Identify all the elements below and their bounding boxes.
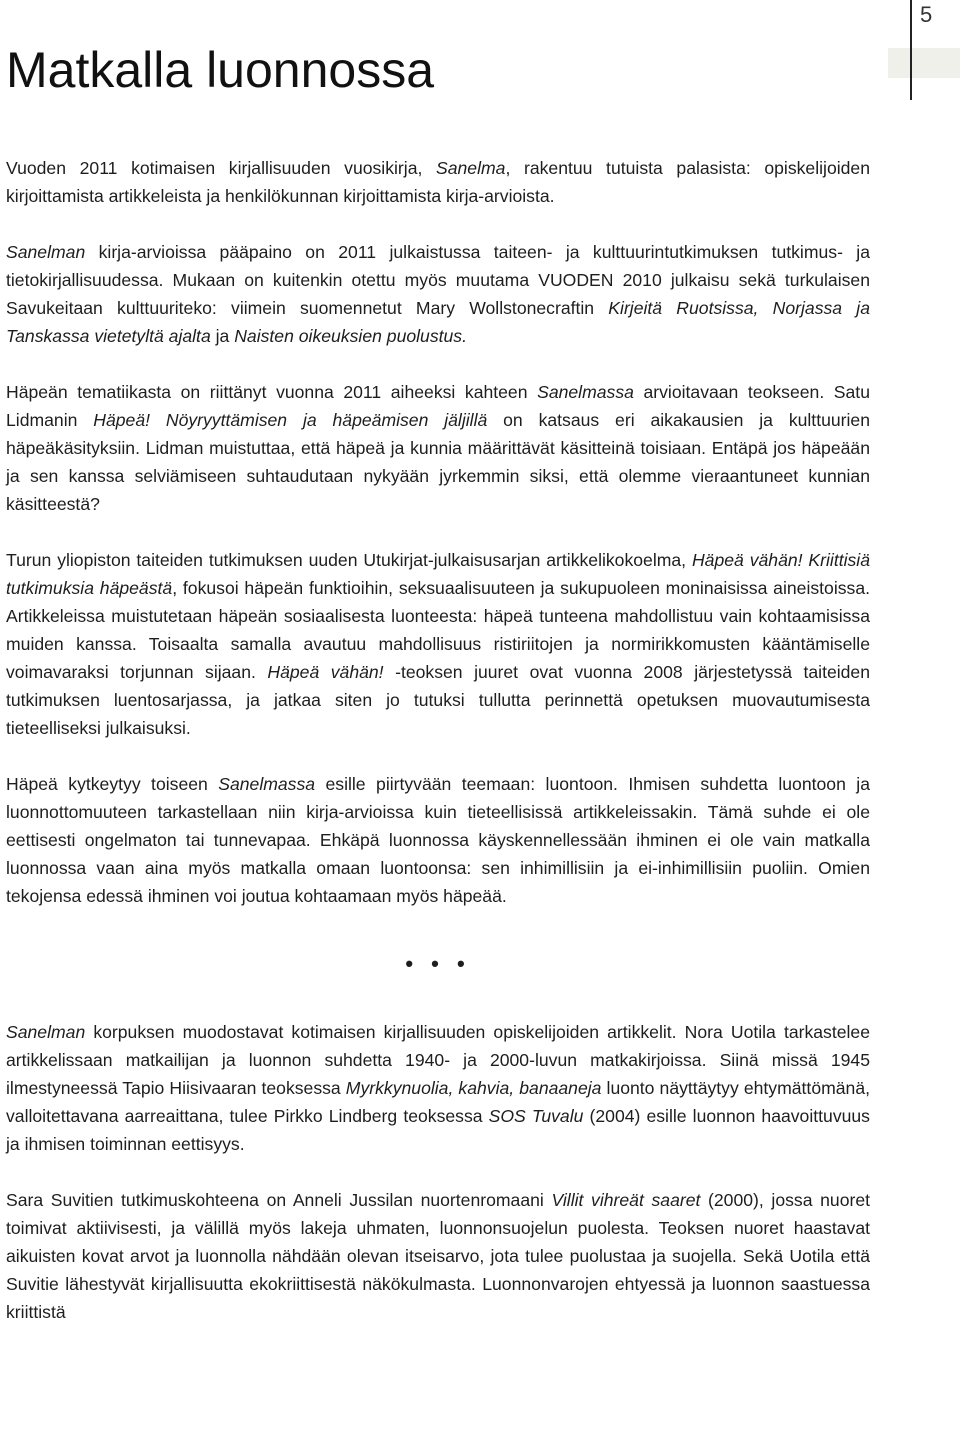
italic-text-segment: Naisten oikeuksien puolustus. [234, 326, 467, 346]
text-segment: Sara Suvitien tutkimuskohteena on Anneli Jussilan nuortenromaani [6, 1190, 552, 1210]
text-segment: , fokusoi häpeän funktioihin, seksuaalisuuteen ja sukupuoleen moninaisissa aineistoissa. Artikkeleissa muistutetaan häpeän sosiaalisesta luonteesta: häpeä tunteena mahdollistuu vain kohtaamisissa muiden kanssa. Toisaalta samalla avautuu mahdollisuus ristiriitojen ja normirikkomusten kääntämiselle voimavaraksi torjunnan sijaan. [6, 578, 870, 682]
text-segment: (2004) esille luonnon haavoittuvuus ja ihmisen toiminnan eettisyys. [6, 1106, 870, 1154]
italic-text-segment: SOS Tuvalu [488, 1106, 584, 1126]
paragraph-suvitie [6, 1186, 870, 1326]
italic-text-segment: Häpeä! Nöyryyttämisen ja häpeämisen jäljillä [93, 410, 488, 430]
italic-text-segment: Sanelman [6, 242, 86, 262]
article-body [6, 154, 870, 1354]
text-segment: , rakentuu tutuista palasista: opiskelijoiden kirjoittamista artikkeleista ja henkilökunnan kirjoittamista kirja-arvioista. [6, 158, 870, 206]
page-number-rule [910, 0, 912, 100]
text-segment: -teoksen juuret ovat vuonna 2008 järjestetyssä taiteiden tutkimuksen luentosarjassa, ja jatkaa siten jo tutuksi tullutta perinnettä opetuksen muovautumisesta tieteelliseksi julkaisuksi. [6, 662, 871, 738]
text-segment: ja [210, 326, 235, 346]
text-segment: arvioitavaan teokseen. Satu Lidmanin [6, 382, 870, 430]
page-title: Matkalla luonnossa [6, 42, 435, 98]
text-segment: on katsaus eri aikakausien ja kulttuurien häpeäkäsityksiin. Lidman muistuttaa, että häpeä ja kunnia määrittävät käsitteinä toisiaan. Entäpä jos häpeään ja sen kanssa selviämiseen suhtaudutaan nykyään jyrkemmin siksi, että olemme vieraantuneet kunnian käsitteestä? [6, 410, 870, 514]
italic-text-segment: Sanelman [6, 1022, 86, 1042]
paragraph-shame-theme [6, 378, 870, 518]
text-segment: Häpeä kytkeytyy toiseen [6, 774, 219, 794]
text-segment: (2000), jossa nuoret toimivat aktiivisesti, ja välillä myös lakeja uhmaten, luonnonsuojelun puolesta. Teoksen nuoret haastavat aikuisten kovat arvot ja luonnolla nähdään olevan itseisarvo, jota tulee puolustaa ja suojella. Sekä Uotila että Suvitie lähestyvät kirjallisuutta ekokriittisestä näkökulmasta. Luonnonvarojen ehtyessä ja luonnon saastuessa kriittistä [6, 1190, 871, 1322]
italic-text-segment: Kirjeitä Ruotsissa, Norjassa ja Tanskassa vietetyltä ajalta [6, 298, 870, 346]
text-segment: Turun yliopiston taiteiden tutkimuksen uuden Utukirjat-julkaisusarjan artikkelikokoelma, [6, 550, 692, 570]
text-segment: Häpeän tematiikasta on riittänyt vuonna 2011 aiheeksi kahteen [6, 382, 538, 402]
italic-text-segment: Häpeä vähän! Kriittisiä tutkimuksia häpeästä [6, 550, 870, 598]
section-separator: • • • [405, 951, 471, 976]
text-segment: Vuoden 2011 kotimaisen kirjallisuuden vuosikirja, [6, 158, 436, 178]
text-segment: luonto näyttäytyy ehtymättömänä, valloitettavana aarreaittana, tulee Pirkko Lindberg teoksessa [6, 1078, 870, 1126]
page-number-tab [888, 48, 960, 78]
page-number: 5 [920, 2, 933, 27]
italic-text-segment: Villit vihreät saaret [551, 1190, 701, 1210]
paragraph-intro [6, 154, 870, 210]
italic-text-segment: Häpeä vähän! [267, 662, 384, 682]
italic-text-segment: Myrkkynuolia, kahvia, banaaneja [345, 1078, 602, 1098]
italic-text-segment: Sanelma [436, 158, 506, 178]
paragraph-hapea-vahan [6, 546, 870, 742]
italic-text-segment: Sanelmassa [218, 774, 316, 794]
paragraph-corpus [6, 1018, 870, 1158]
text-segment: korpuksen muodostavat kotimaisen kirjallisuuden opiskelijoiden artikkelit. Nora Uotila tarkastelee artikkelissaan matkailijan ja luonnon suhdetta 1940- ja 2000-luvun matkakirjoissa. Siinä missä 1945 ilmestyneessä Tapio Hiisivaaran teoksessa [6, 1022, 870, 1098]
text-segment: kirja-arvioissa pääpaino on 2011 julkaistussa taiteen- ja kulttuurintutkimuksen tutkimus- ja tietokirjallisuudessa. Mukaan on kuitenkin otettu myös muutama VUODEN 2010 julkaisu sekä turkulaisen Savukeitaan kulttuuriteko: viimein suomennetut Mary Wollstonecraftin [6, 242, 870, 318]
page-number-area [888, 0, 960, 100]
italic-text-segment: Sanelmassa [537, 382, 634, 402]
paragraph-reviews [6, 238, 870, 350]
text-segment: esille piirtyvään teemaan: luontoon. Ihmisen suhdetta luontoon ja luonnottomuuteen tarkastellaan niin kirja-arvioissa kuin tieteellisissä artikkeleissakin. Tämä suhde ei ole eettisesti ongelmaton tai tunnevapaa. Ehkäpä luonnossa käyskennellessään ihminen ei ole vain matkalla luonnossa vaan aina myös matkalla omaan luontoonsa: sen inhimillisiin ja ei-inhimillisiin puoliin. Omien tekojensa edessä ihminen voi joutua kohtaamaan myös häpeää. [6, 774, 870, 906]
paragraph-nature-theme [6, 770, 870, 910]
